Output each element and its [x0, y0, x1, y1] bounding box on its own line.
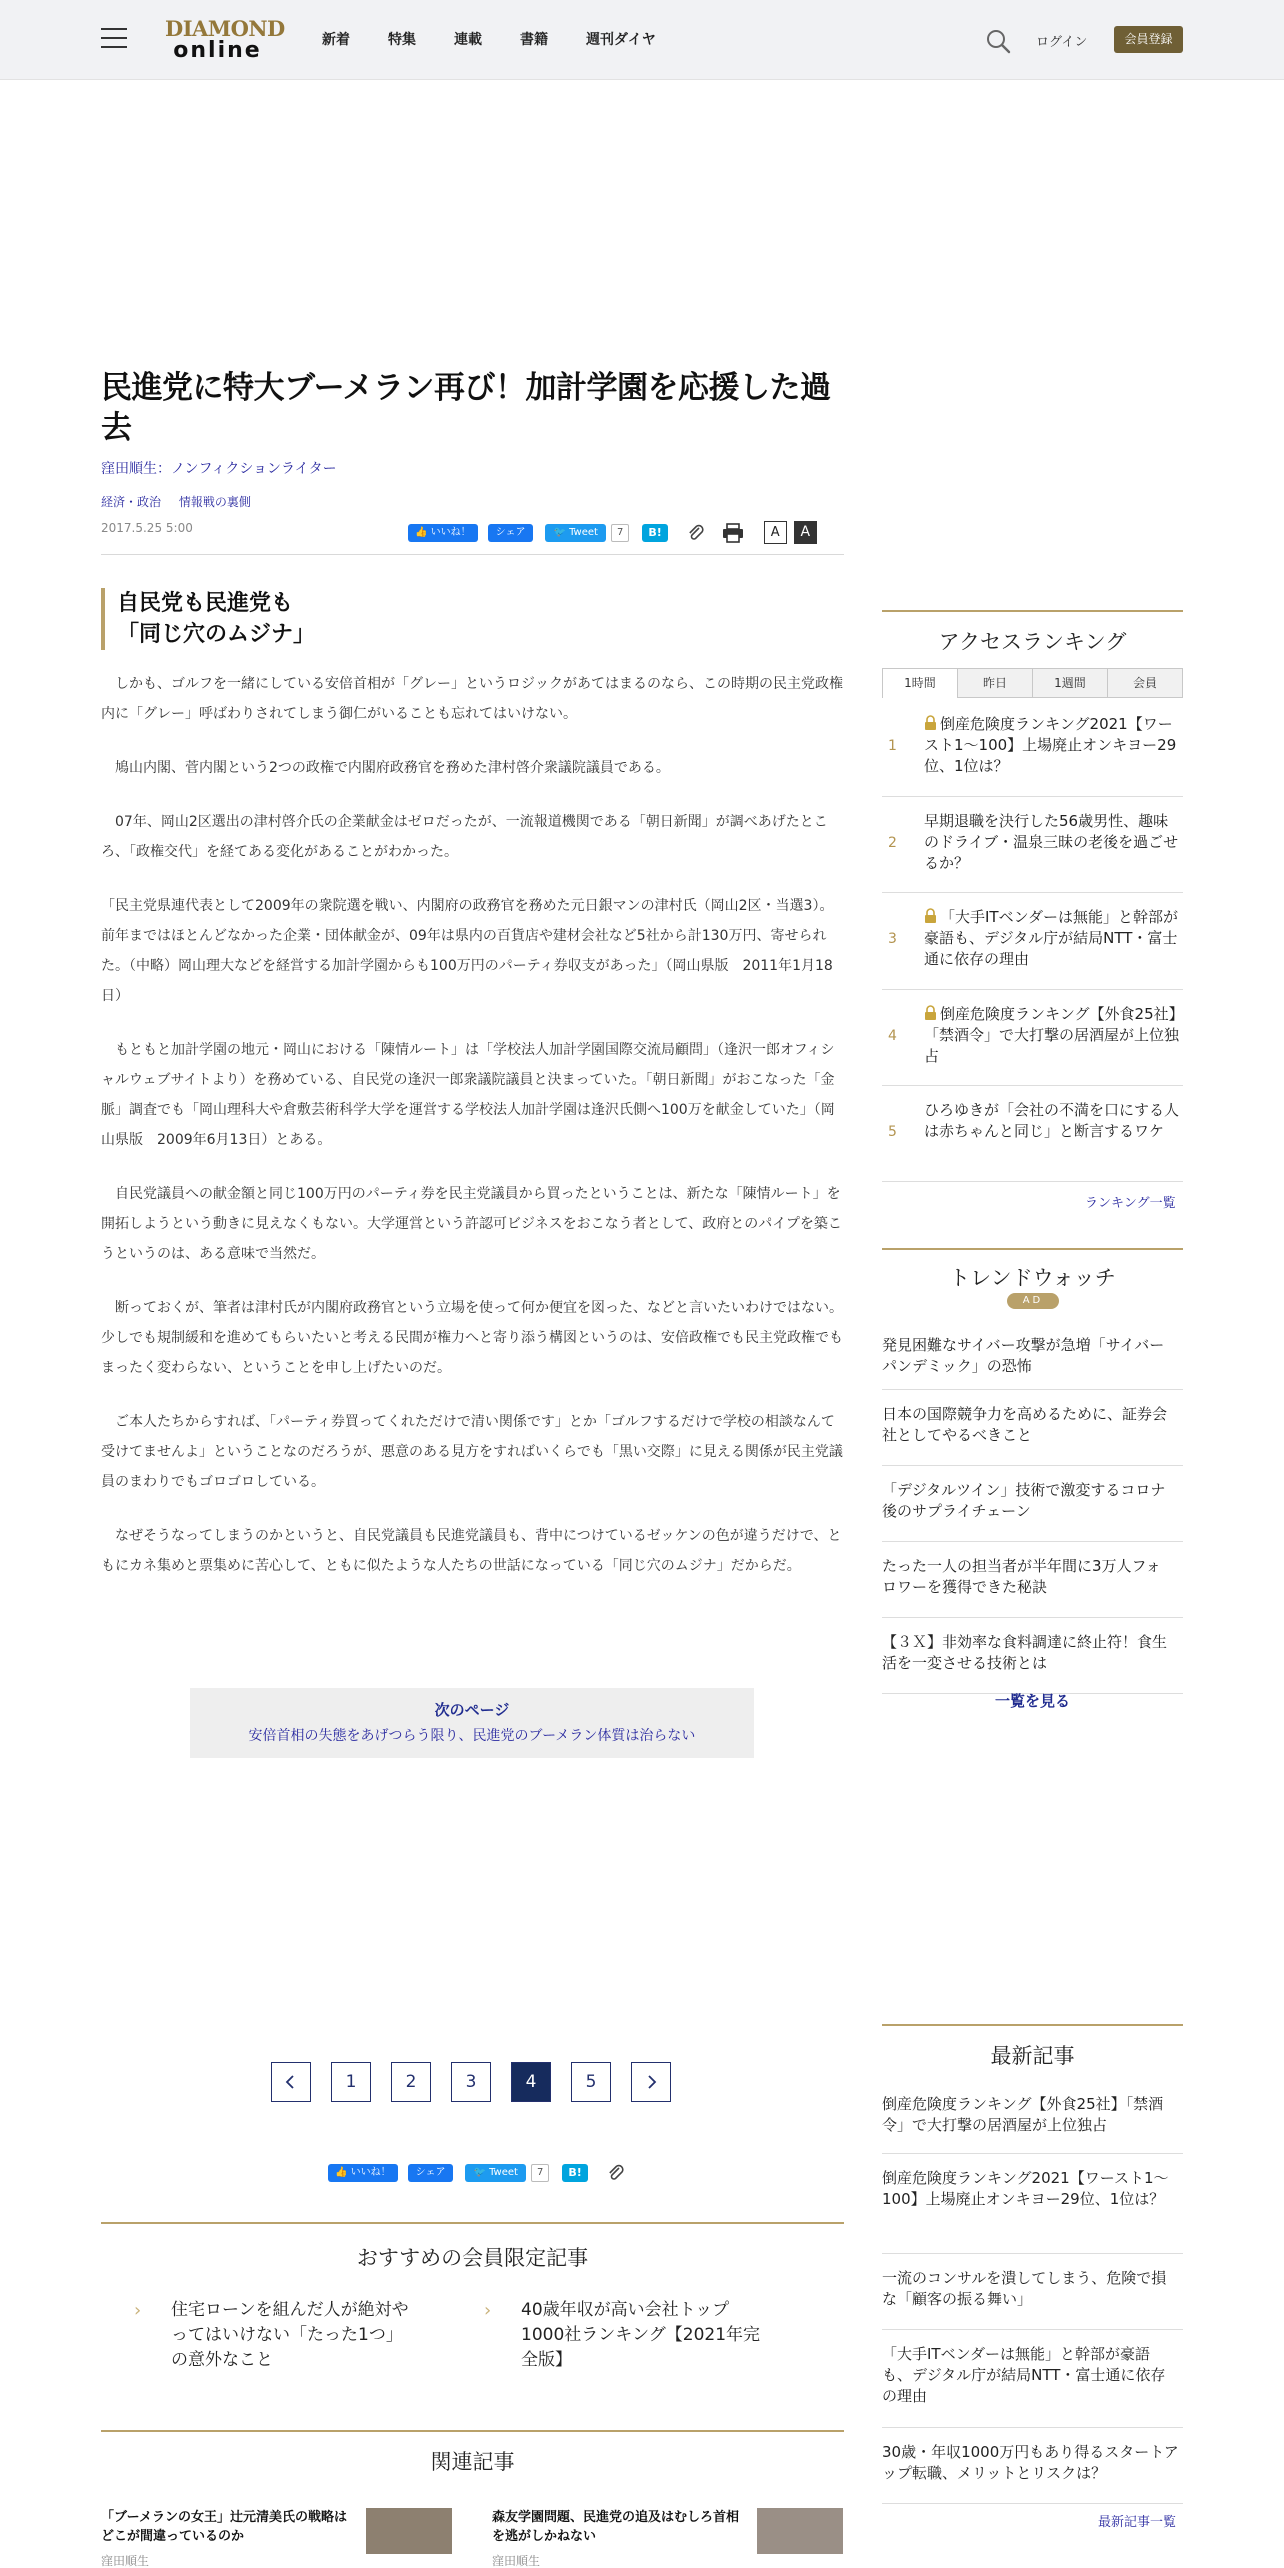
ranking-item[interactable] [882, 700, 1183, 797]
page-4-button[interactable]: 4 [511, 2062, 551, 2102]
print-icon[interactable] [722, 523, 744, 543]
article-author[interactable]: 窪田順生：ノンフィクションライター [101, 461, 337, 477]
clip-icon[interactable] [686, 523, 706, 543]
page-1-button[interactable]: 1 [331, 2062, 371, 2102]
related-item[interactable]: 「ブーメランの女王」辻元清美氏の戦略はどこが間違っているのか [101, 2510, 347, 2544]
font-size-small-button[interactable]: A [764, 521, 787, 544]
nav-series[interactable]: 連載 [454, 32, 482, 48]
article-tags [101, 493, 265, 510]
next-page-label: 次のページ [434, 1701, 510, 1719]
tweet-button[interactable]: 🐦 Tweet [465, 2164, 526, 2182]
ranking-item[interactable] [882, 893, 1183, 990]
article-body [101, 669, 844, 1605]
divider [101, 554, 844, 555]
rank-number: 1 [888, 738, 897, 754]
site-header [0, 0, 1284, 80]
paragraph: しかも、ゴルフを一緒にしている安倍首相が「グレー」というロジックがあてはまるのなら、この時期の民主党政権内に「グレー」呼ばわりされてしまう御仁がいることも忘れてはいけない。 [101, 676, 843, 722]
chevron-right-icon: › [484, 2300, 492, 2321]
rank-number: 4 [888, 1028, 897, 1044]
rank-title: 「大手ITベンダーは無能」と幹部が豪語も、デジタル庁が結局NTT・富士通に依存の理由 [924, 908, 1178, 968]
page-3-button[interactable]: 3 [451, 2062, 491, 2102]
paragraph: もともと加計学園の地元・岡山における「陳情ルート」は「学校法人加計学園国際交流局顧問」（逢沢一郎オフィシャルウェブサイトより）を務めている、自民党の逢沢一郎衆議院議員と決まっていた。「朝日新聞」がおこなった「金脈」調査でも「岡山理科大や倉敷芸術科学大学を運営する学校法人加計学園は逢沢氏側へ100万を献金していた」（岡山県版 2009年6月13日）とある。 [101, 1042, 835, 1148]
search-icon[interactable] [985, 28, 1011, 54]
divider [101, 2430, 844, 2432]
paragraph: 断っておくが、筆者は津村氏が内閣府政務官という立場を使って何か便宜を図った、などと言いたいわけではない。少しでも規制緩和を進めてもらいたいと考える民間が権力へと寄り添う構図というのは、安倍政権でも民主党政権でもまったく変わらない、ということを申し上げたいのだ。 [101, 1300, 843, 1376]
chevron-right-icon: › [134, 2300, 142, 2321]
subheading-line1: 自民党も民進党も [117, 591, 294, 616]
latest-item[interactable]: 倒産危険度ランキング2021【ワースト1～100】上場廃止オンキヨー29位、1位は？ [882, 2154, 1183, 2254]
related-author: 窪田順生 [492, 2554, 541, 2568]
lock-icon [924, 1005, 937, 1020]
article-title: 民進党に特大ブーメラン再び！加計学園を応援した過去 [101, 370, 831, 446]
trend-item[interactable]: 発見困難なサイバー攻撃が急増「サイバーパンデミック」の恐怖 [882, 1324, 1183, 1390]
nav-books[interactable]: 書籍 [520, 32, 548, 48]
paragraph: なぜそうなってしまうのかというと、自民党議員も民進党議員も、背中につけているゼッケンの色が違うだけで、ともにカネ集めと票集めに苦心して、ともに似たような人たちの世話になっている「同じ穴のムジナ」だからだ。 [101, 1528, 842, 1574]
related-thumbnail[interactable] [366, 2508, 452, 2554]
nav-new[interactable]: 新着 [322, 32, 350, 48]
rank-title: 倒産危険度ランキング2021【ワースト1～100】上場廃止オンキヨー29位、1位は？ [924, 715, 1177, 775]
ranking-more-link[interactable]: ランキング一覧 [1085, 1196, 1176, 1211]
rank-text-wrap [924, 1004, 1182, 1067]
latest-title: 最新記事 [990, 2044, 1075, 2068]
lock-icon [924, 908, 937, 923]
trend-title: トレンドウォッチ [949, 1266, 1116, 1290]
site-logo[interactable] [165, 16, 285, 63]
rank-number: 3 [888, 931, 897, 947]
prev-page-button[interactable] [271, 2062, 311, 2102]
rank-title: 倒産危険度ランキング【外食25社】「禁酒令」で大打撃の居酒屋が上位独占 [924, 1005, 1180, 1065]
chevron-right-icon [643, 2074, 659, 2090]
related-title: 関連記事 [430, 2450, 515, 2474]
tab-1hour[interactable]: 1時間 [882, 668, 958, 698]
divider [882, 2024, 1183, 2026]
latest-item[interactable]: 倒産危険度ランキング【外食25社】「禁酒令」で大打撃の居酒屋が上位独占 [882, 2082, 1183, 2154]
subheading-line2: 「同じ穴のムジナ」 [117, 622, 316, 647]
clip-icon[interactable] [606, 2163, 626, 2183]
trend-item[interactable]: 「デジタルツイン」技術で激変するコロナ後のサプライチェーン [882, 1466, 1183, 1542]
paragraph: 鳩山内閣、菅内閣という2つの政権で内閣府政務官を務めた津村啓介衆議院議員である。 [101, 760, 670, 776]
lock-icon [924, 715, 937, 730]
related-author: 窪田順生 [101, 2554, 150, 2568]
rank-title: 早期退職を決行した56歳男性、趣味のドライブ・温泉三昧の老後を過ごせるか？ [924, 812, 1179, 872]
nav-feature[interactable]: 特集 [388, 32, 416, 48]
latest-item[interactable]: 30歳・年収1000万円もあり得るスタートアップ転職、メリットとリスクは？ [882, 2428, 1183, 2504]
page-2-button[interactable]: 2 [391, 2062, 431, 2102]
recommend-item[interactable]: 40歳年収が高い会社トップ1000社ランキング【2021年完全版】 [521, 2300, 761, 2370]
fb-share-button[interactable]: シェア [408, 2164, 454, 2182]
recommend-item[interactable]: 住宅ローンを組んだ人が絶対やってはいけない「たった1つ」の意外なこと [171, 2300, 409, 2370]
font-size-large-button[interactable]: A [794, 521, 817, 544]
rank-title: ひろゆきが「会社の不満を口にする人は赤ちゃんと同じ」と断言するワケ [924, 1101, 1180, 1140]
paragraph: 自民党議員への献金額と同じ100万円のパーティ券を民主党議員から買ったということは、新たな「陳情ルート」を開拓しようという動きに見えなくもない。大学運営という許認可ビジネスをおこなう者として、政府とのパイプを築こうというのは、ある意味で当然だ。 [101, 1186, 842, 1262]
article-subheading [101, 588, 801, 650]
recommend-title: おすすめの会員限定記事 [356, 2246, 589, 2270]
tweet-button[interactable]: 🐦 Tweet [545, 524, 606, 542]
paragraph: 「民主党県連代表として2009年の衆院選を戦い、内閣府の政務官を務めた元日銀マンの津村氏（岡山2区・当選3）。前年まではほとんどなかった企業・団体献金が、09年は県内の百貨店や建材会社など5社から計130万円、寄せられた。（中略）岡山理大などを経営する加計学園からも100万円のパーティ券収支があった」（岡山県版 2011年1月18日） [101, 898, 834, 1004]
fb-share-button[interactable]: シェア [488, 524, 534, 542]
divider [882, 610, 1183, 612]
tweet-count: 7 [611, 524, 629, 542]
pagination [271, 2062, 691, 2102]
related-thumbnail[interactable] [757, 2508, 843, 2554]
next-page-link[interactable] [190, 1688, 754, 1758]
hatena-button[interactable]: B! [562, 2164, 587, 2182]
latest-item[interactable]: 「大手ITベンダーは無能」と幹部が豪語も、デジタル庁が結局NTT・富士通に依存の理由 [882, 2330, 1183, 2428]
page-5-button[interactable]: 5 [571, 2062, 611, 2102]
login-link[interactable]: ログイン [1036, 35, 1088, 50]
share-bar-bottom [328, 2163, 626, 2183]
tab-yesterday[interactable]: 昨日 [958, 668, 1033, 698]
next-page-button[interactable] [631, 2062, 671, 2102]
tag-economy-politics[interactable]: 経済・政治 [101, 495, 162, 509]
global-nav [322, 29, 694, 49]
latest-more-link[interactable]: 最新記事一覧 [1098, 2515, 1177, 2530]
rank-text-wrap [924, 907, 1182, 970]
divider [101, 2222, 844, 2224]
rank-number: 5 [888, 1124, 897, 1140]
latest-item[interactable]: 一流のコンサルを潰してしまう、危険で損な「顧客の振る舞い」 [882, 2254, 1183, 2330]
logo-line1: DIAMOND [165, 16, 285, 41]
nav-weekly[interactable]: 週刊ダイヤ [586, 32, 656, 48]
trend-item[interactable]: 【３Ｘ】非効率な食料調達に終止符！食生活を一変させる技術とは [882, 1618, 1183, 1694]
tab-members[interactable]: 会員 [1108, 668, 1183, 698]
rank-text-wrap [924, 714, 1182, 777]
register-button[interactable]: 会員登録 [1114, 26, 1183, 53]
tweet-count: 7 [531, 2164, 549, 2182]
article-date: 2017.5.25 5:00 [101, 521, 193, 535]
paragraph: 07年、岡山2区選出の津村啓介氏の企業献金はゼロだったが、一流報道機関である「朝日新聞」が調べあげたところ、「政権交代」を経てある変化があることがわかった。 [101, 814, 828, 860]
hatena-button[interactable]: B! [642, 524, 667, 542]
ranking-title: アクセスランキング [938, 630, 1127, 654]
paragraph: ご本人たちからすれば、「パーティ券買ってくれただけで清い関係です」とか「ゴルフするだけで学校の相談なんて受けてませんよ」ということなのだろうが、悪意のある見方をすればいくらでも「黒い交際」に見える関係が民主党議員のまわりでもゴロゴロしている。 [101, 1414, 843, 1490]
next-page-title: 安倍首相の失態をあげつらう限り、民進党のブーメラン体質は治らない [248, 1728, 696, 1744]
trend-item[interactable]: たった一人の担当者が半年間に3万人フォロワーを獲得できた秘訣 [882, 1542, 1183, 1618]
ranking-tabs [882, 668, 1183, 698]
trend-more-link[interactable]: 一覧を見る [994, 1692, 1070, 1710]
share-bar-top [408, 521, 817, 544]
fb-like-button[interactable]: 👍 いいね！ [328, 2164, 398, 2182]
rank-number: 2 [888, 835, 897, 851]
ranking-item[interactable] [882, 990, 1183, 1086]
tab-1week[interactable]: 1週間 [1033, 668, 1108, 698]
related-item[interactable]: 森友学園問題、民進党の追及はむしろ首相を逃がしかねない [492, 2510, 740, 2544]
trend-item[interactable]: 日本の国際競争力を高めるために、証券会社としてやるべきこと [882, 1390, 1183, 1466]
tag-series[interactable]: 情報戦の裏側 [178, 495, 251, 509]
logo-line2: online [173, 38, 262, 63]
divider [882, 1248, 1183, 1250]
fb-like-button[interactable]: 👍 いいね！ [408, 524, 478, 542]
ranking-item[interactable] [882, 1086, 1183, 1182]
menu-icon[interactable] [101, 28, 127, 50]
chevron-left-icon [283, 2074, 299, 2090]
ad-badge: AD [1007, 1293, 1059, 1309]
ranking-item[interactable] [882, 797, 1183, 893]
